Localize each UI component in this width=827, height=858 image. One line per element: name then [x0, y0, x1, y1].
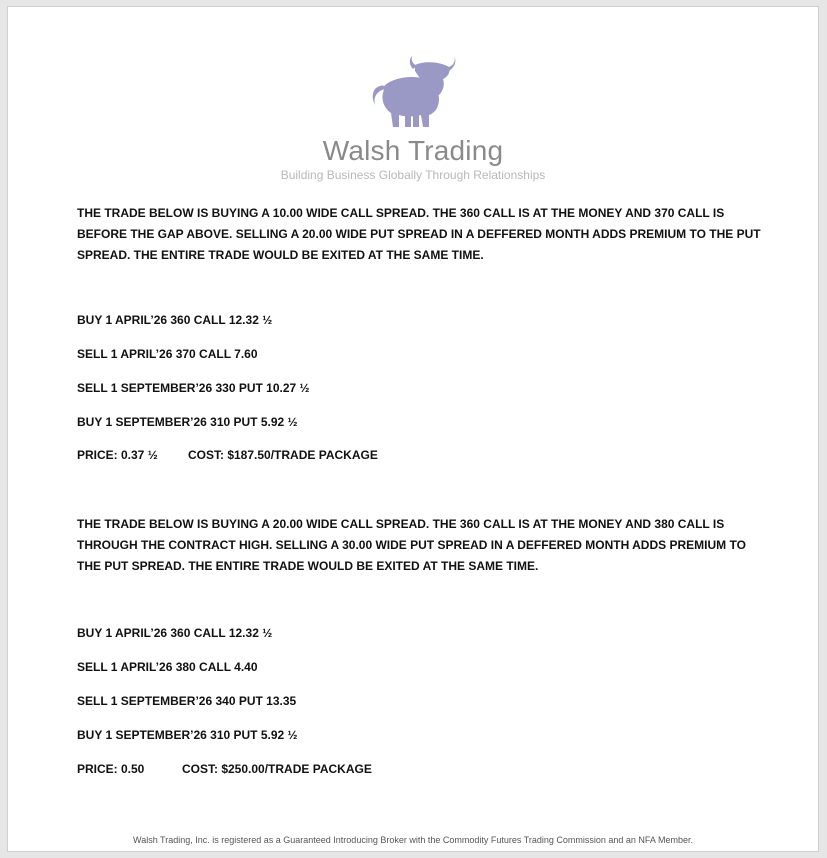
trade-1-price: PRICE: 0.37 ½ — [77, 448, 158, 462]
brand-name: Walsh Trading — [322, 135, 504, 166]
brand-tagline: Building Business Globally Through Relationships — [280, 168, 546, 182]
trade-2-price: PRICE: 0.50 — [77, 762, 145, 776]
trade-2-price-line — [77, 759, 767, 780]
trade-2-cost: COST: $250.00/TRADE PACKAGE — [182, 762, 372, 776]
logo-block — [8, 55, 818, 183]
trade-2-description: THE TRADE BELOW IS BUYING A 20.00 WIDE CALL SPREAD. THE 360 CALL IS AT THE MONEY AND 380 CALL IS THROUGH THE CONTRACT HIGH. SELLING A 30.00 WIDE PUT SPREAD IN A DEFFERED MONTH ADDS PREMIUM TO THE PUT SPREAD. THE ENTIRE TRADE WOULD BE EXITED AT THE SAME TIME. — [77, 517, 746, 573]
bull-logo-icon — [365, 55, 461, 131]
trade-2-leg-1: BUY 1 APRIL’26 360 CALL 12.32 ½ — [77, 626, 273, 640]
trade-1-leg-3: SELL 1 SEPTEMBER’26 330 PUT 10.27 ½ — [77, 381, 310, 395]
trade-2-leg-2: SELL 1 APRIL’26 380 CALL 4.40 — [77, 660, 258, 674]
footer-disclaimer: Walsh Trading, Inc. is registered as a Guaranteed Introducing Broker with the Commodity Futures Trading Commission and an NFA Member. — [133, 835, 693, 845]
trade-1-price-line — [77, 445, 767, 466]
trade-2-leg-3: SELL 1 SEPTEMBER’26 340 PUT 13.35 — [77, 694, 297, 708]
trade-1-description: THE TRADE BELOW IS BUYING A 10.00 WIDE CALL SPREAD. THE 360 CALL IS AT THE MONEY AND 370 CALL IS BEFORE THE GAP ABOVE. SELLING A 20.00 WIDE PUT SPREAD IN A DEFFERED MONTH ADDS PREMIUM TO THE PUT SPREAD. THE ENTIRE TRADE WOULD BE EXITED AT THE SAME TIME. — [77, 206, 761, 262]
trade-1-cost: COST: $187.50/TRADE PACKAGE — [188, 448, 378, 462]
document-page — [7, 6, 819, 852]
trade-2-leg-4: BUY 1 SEPTEMBER’26 310 PUT 5.92 ½ — [77, 728, 298, 742]
trade-1-leg-2: SELL 1 APRIL’26 370 CALL 7.60 — [77, 347, 258, 361]
trade-1-leg-4: BUY 1 SEPTEMBER’26 310 PUT 5.92 ½ — [77, 415, 298, 429]
trade-1-leg-1: BUY 1 APRIL’26 360 CALL 12.32 ½ — [77, 313, 273, 327]
